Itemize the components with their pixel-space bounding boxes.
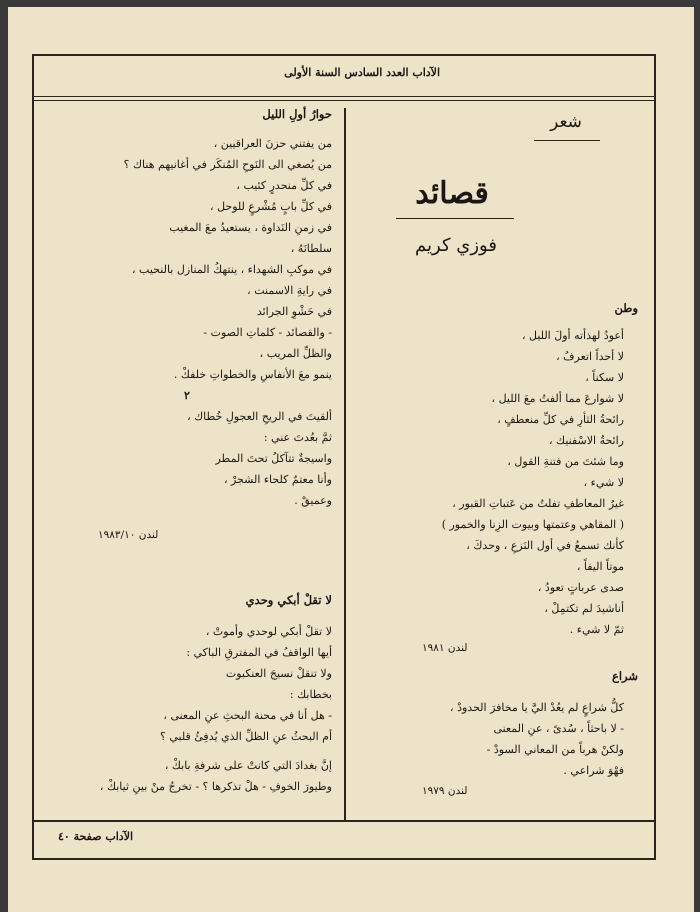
column-divider (344, 108, 346, 822)
poem-line: ثمَّ بعُدتَ عني : (263, 431, 332, 444)
poem-dateline: لندن ١٩٧٩ (422, 785, 468, 797)
poem-title: شراع (611, 669, 638, 683)
poem-line: وعميقْ . (294, 494, 332, 507)
poem-line: من يفتني حزنَ العراقيين ، (213, 137, 332, 150)
poem-line: أم البحثُ عنِ الظلِّ الذي يُدفِئُ قلبي ؟ (160, 730, 332, 743)
title-underline (396, 218, 514, 219)
poem-title: لا تقلْ أبكي وحدي (245, 593, 332, 607)
running-head: الآداب العدد السادس السنة الأولى (284, 66, 440, 79)
poem-line: رائحةُ الثأرِ في كلِّ منعطفٍ ، (497, 413, 624, 426)
poem-line: لا أحداً اتعرفُ ، (556, 350, 624, 363)
header-rule-inner (32, 100, 656, 101)
poem-line: بخطابك : (289, 688, 332, 701)
poem-la-taqul (42, 590, 332, 797)
poem-line: أناشيدَ لم تكتمِلْ ، (544, 602, 624, 615)
poem-line: - والقصائد - كلماتِ الصوت - (203, 326, 332, 339)
poem-line: كأنك تسمعُ في أول النَزعِ ، وحدكَ ، (466, 539, 624, 552)
poem-line: وما شئتَ من فتنةِ القول ، (507, 455, 624, 468)
poem-line: في كلِّ منحدرٍ كئيب ، (236, 179, 332, 192)
poem-dateline: لندن ١٩٨٣/١٠ (98, 529, 159, 541)
poem-line: - هل أنا في محنة البحثِ عنِ المعنى ، (163, 709, 332, 722)
poem-line: لا شوارعَ مما ألفتُ معَ الليل ، (491, 392, 624, 405)
poem-line: صدى عرباتٍ تعودُ ، (537, 581, 624, 594)
poem-line: واسيجةٌ تتآكلُ تحتَ المطر (215, 452, 332, 465)
poem-line: في كلِّ بابٍ مُشْرعٍ للوحل ، (210, 200, 332, 213)
poem-line: ( المقاهي وعتمتها وبيوت الزِنا والخمور ) (441, 518, 624, 531)
poem-line: موتاً اليفاً ، (576, 560, 624, 573)
poem-line: وطيورَ الخوفِ - هلْ تذكرها ؟ - تخرجُ منْ بينِ ثيابكْ ، (99, 780, 332, 793)
poem-line: كلُّ شراعٍ لم يعُدْ اليَّ يا مخافرَ الحدودْ ، (450, 701, 624, 714)
poem-line: فهْوَ شراعي . (563, 764, 624, 777)
poem-line: وأنا معتمٌ كلحاء الشجرْ ، (223, 473, 332, 486)
poem-line: لا تقلْ أبكي لوحدي وأموتْ ، (205, 625, 332, 638)
poem-line: أعودُ لهذأته أولَ الليل ، (521, 329, 624, 342)
poem-title: وطن (614, 301, 638, 315)
poem-hiwar (42, 104, 332, 541)
poem-line: ثمّ لا شيء . (569, 623, 624, 636)
footer-rule (32, 820, 656, 822)
poem-line: أيها الواقفُ في المفترقِ الباكي : (186, 646, 332, 659)
poem-line: ألقيتَ في الريحِ العجولِ خُطاك ، (187, 410, 332, 423)
poem-line: في حَشْوِ الجرائد (256, 305, 332, 318)
poem-line: رائحةُ الاسْفنيك ، (549, 434, 624, 447)
poem-dateline: لندن ١٩٨١ (422, 642, 468, 654)
poem-watan (358, 298, 638, 654)
poem-line: ولا تنقلْ نسيجَ العنكبوت (225, 667, 332, 680)
header-rule (32, 96, 656, 97)
poem-line: والظلِّ المريب ، (259, 347, 332, 360)
author-name: فوزي كريم (415, 235, 497, 256)
section-label: شعر (550, 112, 582, 132)
poem-line: في رايةِ الاسمنت ، (247, 284, 332, 297)
poem-title: حوارُ أولِ الليل (262, 107, 332, 121)
poem-line: سلطانَهُ ، (290, 242, 332, 255)
poem-line: في زمنِ النَداوة ، يستعيدُ معَ المغيب (169, 221, 332, 234)
poem-line: في موكبِ الشهداء ، ينتهكُ المنازل بالنحيب ، (132, 263, 332, 276)
poem-line: غيرُ المعاطفِ تفلتُ من عَتباتِ القبور ، (452, 497, 624, 510)
poem-line: إنَّ بغدادَ التي كانتْ على شرفةِ بابكْ ، (164, 759, 332, 772)
section-number: ٢ (184, 389, 190, 402)
poem-shiraa (358, 666, 638, 797)
section-underline (534, 140, 600, 141)
main-title: قصائد (415, 176, 489, 211)
poem-line: - لا باحثاً ، سُدىً ، عنِ المعنى (493, 722, 624, 735)
poem-line: لا شيء ، (583, 476, 624, 489)
poem-line: ينمو معَ الأنفاسِ والخطواتِ خلفكْ . (173, 368, 332, 381)
poem-line: ولكنْ هرباً من المعاني السودْ - (486, 743, 624, 756)
footer-page-label: الآداب صفحة ٤٠ (58, 830, 134, 843)
poem-line: لا سكناً ، (585, 371, 624, 384)
poem-line: من يُصغي الى النَوحِ المُنكَر في أغانيهم هناك ؟ (123, 158, 332, 171)
